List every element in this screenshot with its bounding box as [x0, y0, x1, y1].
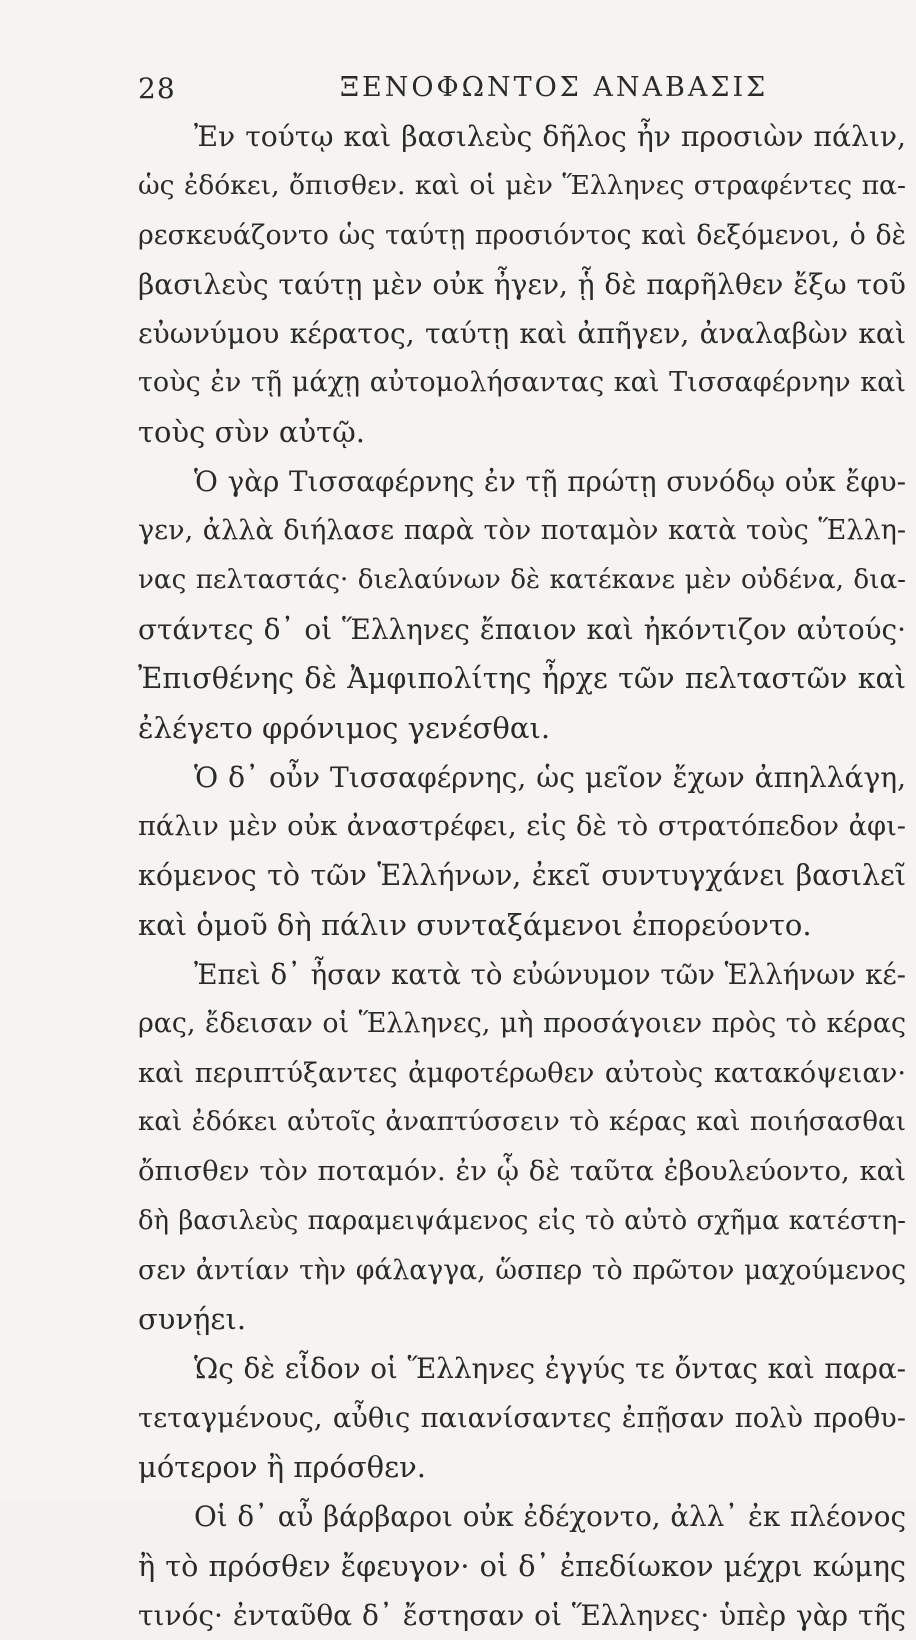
text-line: Ἐπεὶ δ᾽ ἦσαν κατὰ τὸ εὐώνυμον τῶν Ἑλλήνων κέ- [194, 958, 906, 992]
text-line: ρας, ἔδεισαν οἱ Ἕλληνες, μὴ προσάγοιεν πρὸς τὸ κέρας [138, 1008, 906, 1040]
text-line: Ἐπισθένης δὲ Ἀμφιπολίτης ἦρχε τῶν πελταστῶν καὶ [138, 662, 906, 696]
text-line: τοὺς ἐν τῇ μάχῃ αὐτομολήσαντας καὶ Τισσαφέρνην καὶ [138, 367, 906, 399]
text-line: καὶ ὁμοῦ δὴ πάλιν συνταξάμενοι ἐπορεύοντο. [138, 907, 812, 942]
text-line: Ἐν τούτῳ καὶ βασιλεὺς δῆλος ἦν προσιὼν πάλιν, [194, 120, 906, 153]
text-line: νας πελταστάς· διελαύνων δὲ κατέκανε μὲν οὐδένα, δια- [138, 564, 906, 595]
text-line: εὐωνύμου κέρατος, ταύτῃ καὶ ἀπῆγεν, ἀναλαβὼν καὶ [138, 317, 906, 351]
text-line: ρεσκευάζοντο ὡς ταύτῃ προσιόντος καὶ δεξόμενοι, ὁ δὲ [138, 219, 906, 251]
text-line: Ὡς δὲ εἶδον οἱ Ἕλληνες ἐγγύς τε ὄντας καὶ παρα- [194, 1352, 906, 1386]
page-number: 28 [138, 72, 176, 105]
text-line: Ὁ γὰρ Τισσαφέρνης ἐν τῇ πρώτῃ συνόδῳ οὐκ ἔφυ- [194, 465, 906, 499]
text-line: βασιλεὺς ταύτῃ μὲν οὐκ ἦγεν, ᾗ δὲ παρῆλθεν ἔξω τοῦ [138, 267, 906, 301]
running-head: ΞΕΝΟΦΩΝΤΟΣ ΑΝΑΒΑΣΙΣ [340, 72, 769, 103]
text-line: τοὺς σὺν αὐτῷ. [138, 414, 365, 449]
text-line: τινός· ἐνταῦθα δ᾽ ἔστησαν οἱ Ἕλληνες· ὑπὲρ γὰρ τῆς [138, 1598, 906, 1632]
text-line: ὄπισθεν τὸν ποταμόν. ἐν ᾧ δὲ ταῦτα ἐβουλεύοντο, καὶ [138, 1155, 906, 1188]
text-line: καὶ ἐδόκει αὐτοῖς ἀναπτύσσειν τὸ κέρας καὶ ποιήσασθαι [138, 1106, 906, 1137]
text-line: ἢ τὸ πρόσθεν ἔφευγον· οἱ δ᾽ ἐπεδίωκον μέχρι κώμης [138, 1548, 906, 1583]
text-line: κόμενος τὸ τῶν Ἑλλήνων, ἐκεῖ συντυγχάνει βασιλεῖ [138, 859, 906, 893]
text-line: σεν ἀντίαν τὴν φάλαγγα, ὥσπερ τὸ πρῶτον μαχούμενος [138, 1254, 906, 1286]
body-text [138, 112, 906, 1640]
text-line: Ὁ δ᾽ οὖν Τισσαφέρνης, ὡς μεῖον ἔχων ἀπηλλάγη, [194, 760, 906, 794]
text-line: ἐλέγετο φρόνιμος γενέσθαι. [138, 710, 551, 745]
text-line: πάλιν μὲν οὐκ ἀναστρέφει, εἰς δὲ τὸ στρατόπεδον ἀφι- [138, 811, 906, 843]
text-line: ὡς ἐδόκει, ὄπισθεν. καὶ οἱ μὲν Ἕλληνες στραφέντες πα- [138, 170, 906, 202]
text-line: Οἱ δ᾽ αὖ βάρβαροι οὐκ ἐδέχοντο, ἀλλ᾽ ἐκ πλέονος [194, 1500, 906, 1534]
text-line: συνῄει. [138, 1302, 247, 1337]
text-line: δὴ βασιλεὺς παραμειψάμενος εἰς τὸ αὐτὸ σχῆμα κατέστη- [138, 1205, 906, 1236]
text-line: γεν, ἀλλὰ διήλασε παρὰ τὸν ποταμὸν κατὰ τοὺς Ἕλλη- [138, 515, 906, 547]
text-line: μότερον ἢ πρόσθεν. [138, 1450, 427, 1485]
text-line: καὶ περιπτύξαντες ἀμφοτέρωθεν αὐτοὺς κατακόψειαν· [138, 1057, 906, 1089]
text-line: τεταγμένους, αὖθις παιανίσαντες ἐπῇσαν πολὺ προθυ- [138, 1402, 906, 1434]
text-line: στάντες δ᾽ οἱ Ἕλληνες ἔπαιον καὶ ἠκόντιζον αὐτούς· [138, 612, 906, 646]
